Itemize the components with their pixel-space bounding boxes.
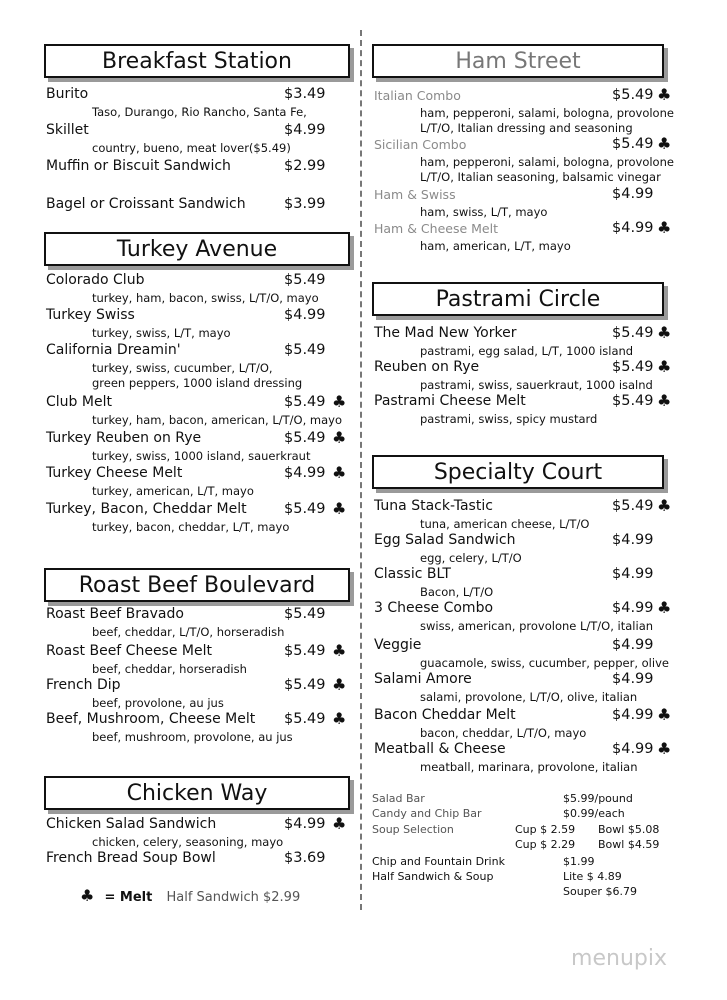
menu-item-description: bacon, cheddar, L/T/O, mayo [420, 726, 587, 740]
menu-item-price: $5.49 [284, 606, 326, 622]
club-icon: ♣ [332, 428, 347, 447]
menu-item-description: turkey, swiss, 1000 island, sauerkraut [92, 449, 311, 463]
menu-item-name: Reuben on Rye [374, 359, 480, 375]
salad-bar-price: $5.99/pound [563, 792, 633, 805]
menu-item-description: ham, pepperoni, salami, bologna, provolone [420, 106, 674, 120]
menu-item-description: tuna, american cheese, L/T/O [420, 517, 590, 531]
club-icon: ♣ [332, 463, 347, 482]
club-icon: ♣ [332, 641, 347, 660]
club-icon: ♣ [332, 499, 347, 518]
menu-item [44, 86, 350, 103]
menu-item [372, 741, 672, 758]
menu-item-price: $4.99 [284, 122, 326, 138]
menu-item-description: ham, american, L/T, mayo [420, 239, 571, 253]
menu-item-price: $4.99 [612, 741, 654, 757]
club-icon: ♣ [332, 814, 347, 833]
watermark: menupix [571, 946, 667, 971]
menu-item-name: Sicilian Combo [374, 137, 467, 152]
club-icon: ♣ [657, 85, 672, 104]
menu-item [372, 637, 672, 654]
menu-item [372, 566, 672, 583]
menu-item [44, 158, 350, 175]
menu-item [372, 220, 672, 237]
menu-item-description: Bacon, L/T/O [420, 585, 494, 599]
menu-item [372, 707, 672, 724]
menu-item-description: turkey, swiss, cucumber, L/T/O, [92, 361, 273, 375]
menu-item-name: Roast Beef Bravado [46, 606, 184, 622]
half-soup-label: Half Sandwich & Soup [372, 870, 494, 883]
menu-item [44, 307, 350, 324]
menu-item-name: Pastrami Cheese Melt [374, 393, 526, 409]
menu-item-price: $5.49 [612, 498, 654, 514]
menu-item [372, 600, 672, 617]
half-soup-lite: Lite $ 4.89 [563, 870, 622, 883]
menu-item-price: $5.49 [612, 136, 654, 152]
menu-item-price: $4.99 [284, 307, 326, 323]
menu-item-description: pastrami, swiss, spicy mustard [420, 412, 598, 426]
menu-item-price: $4.99 [612, 600, 654, 616]
menu-item-description: country, bueno, meat lover($5.49) [92, 141, 291, 155]
menu-item [44, 501, 350, 518]
club-icon: ♣ [657, 705, 672, 724]
menu-item-price: $5.49 [284, 394, 326, 410]
club-icon: ♣ [657, 323, 672, 342]
menu-item-name: Meatball & Cheese [374, 741, 506, 757]
menu-item-price: $4.99 [612, 707, 654, 723]
menu-item [372, 671, 672, 688]
menu-item-description: beef, cheddar, horseradish [92, 662, 247, 676]
menu-item-name: Bagel or Croissant Sandwich [46, 196, 246, 212]
club-icon: ♣ [657, 598, 672, 617]
menu-item-price: $4.99 [612, 532, 654, 548]
section-title-specialty: Specialty Court [372, 455, 664, 489]
section-title-chicken: Chicken Way [44, 776, 350, 810]
soup-bowl-2: Bowl $4.59 [598, 838, 660, 851]
menu-item-name: Club Melt [46, 394, 112, 410]
menu-item [372, 87, 672, 104]
soup-label: Soup Selection [372, 823, 454, 836]
menu-item [44, 643, 350, 660]
menu-item [372, 325, 672, 342]
menu-item-name: French Dip [46, 677, 121, 693]
menu-item [372, 393, 672, 410]
club-icon: ♣ [332, 709, 347, 728]
menu-item-name: Turkey Swiss [46, 307, 135, 323]
menu-item-name: Classic BLT [374, 566, 451, 582]
club-icon: ♣ [332, 392, 347, 411]
menu-item-price: $5.49 [612, 359, 654, 375]
column-divider [360, 30, 362, 910]
menu-item-name: French Bread Soup Bowl [46, 850, 216, 866]
menu-item-price: $5.49 [284, 711, 326, 727]
menu-item-name: Roast Beef Cheese Melt [46, 643, 212, 659]
menu-item-description: turkey, american, L/T, mayo [92, 484, 254, 498]
menu-item-description: turkey, ham, bacon, american, L/T/O, mayo [92, 413, 342, 427]
menu-item-description: L/T/O, Italian seasoning, balsamic vinegar [420, 170, 661, 184]
menu-item-name: The Mad New Yorker [374, 325, 517, 341]
menu-item-price: $5.49 [612, 393, 654, 409]
menu-item [44, 465, 350, 482]
menu-item [44, 816, 350, 833]
menu-item-name: Egg Salad Sandwich [374, 532, 516, 548]
menu-item-name: Turkey, Bacon, Cheddar Melt [46, 501, 247, 517]
menu-item-price: $4.99 [284, 465, 326, 481]
menu-item-description: pastrami, egg salad, L/T, 1000 island [420, 344, 634, 358]
menu-item-name: California Dreamin' [46, 342, 181, 358]
menu-item-description: swiss, american, provolone L/T/O, italian [420, 619, 654, 633]
section-title-roastbeef: Roast Beef Boulevard [44, 568, 350, 602]
menu-item-price: $5.49 [612, 325, 654, 341]
menu-item [372, 532, 672, 549]
menu-item-price: $5.49 [284, 677, 326, 693]
menu-item [44, 850, 350, 867]
salad-bar-label: Salad Bar [372, 792, 425, 805]
menu-item-name: Bacon Cheddar Melt [374, 707, 516, 723]
menu-item-price: $5.49 [284, 342, 326, 358]
menu-item-description: beef, provolone, au jus [92, 696, 224, 710]
candy-bar-price: $0.99/each [563, 807, 625, 820]
menu-item-name: Muffin or Biscuit Sandwich [46, 158, 231, 174]
menu-item-name: 3 Cheese Combo [374, 600, 494, 616]
menu-item-name: Turkey Reuben on Rye [46, 430, 202, 446]
club-icon: ♣ [657, 496, 672, 515]
menu-item-name: Ham & Swiss [374, 187, 456, 202]
menu-item [44, 196, 350, 213]
section-title-pastrami: Pastrami Circle [372, 282, 664, 316]
menu-item-description: green peppers, 1000 island dressing [92, 376, 303, 390]
club-icon: ♣ [657, 391, 672, 410]
menu-item-name: Tuna Stack-Tastic [374, 498, 493, 514]
menu-item-price: $5.49 [284, 501, 326, 517]
menu-item-name: Veggie [374, 637, 422, 653]
menu-item-description: L/T/O, Italian dressing and seasoning [420, 121, 633, 135]
menu-item-description: turkey, bacon, cheddar, L/T, mayo [92, 520, 290, 534]
menu-item-price: $4.99 [612, 220, 654, 236]
chip-drink-price: $1.99 [563, 855, 595, 868]
menu-item-price: $5.49 [284, 643, 326, 659]
melt-label: = Melt [104, 890, 153, 905]
candy-bar-label: Candy and Chip Bar [372, 807, 482, 820]
menu-item-name: Skillet [46, 122, 89, 138]
club-icon: ♣ [657, 739, 672, 758]
menu-item [44, 711, 350, 728]
menu-item-name: Burito [46, 86, 89, 102]
melt-legend [80, 886, 300, 905]
menu-item-price: $4.99 [612, 637, 654, 653]
menu-item [44, 342, 350, 359]
section-title-breakfast: Breakfast Station [44, 44, 350, 78]
menu-item [44, 677, 350, 694]
menu-item-price: $2.99 [284, 158, 326, 174]
club-icon: ♣ [657, 134, 672, 153]
menu-item [44, 430, 350, 447]
menu-item-description: guacamole, swiss, cucumber, pepper, olive [420, 656, 669, 670]
menu-item-price: $3.49 [284, 86, 326, 102]
menu-item-description: turkey, ham, bacon, swiss, L/T/O, mayo [92, 291, 319, 305]
menu-item [372, 359, 672, 376]
menu-item [44, 606, 350, 623]
menu-item-name: Ham & Cheese Melt [374, 221, 498, 236]
menu-item-description: egg, celery, L/T/O [420, 551, 522, 565]
menu-item [44, 394, 350, 411]
menu-item-price: $4.99 [612, 186, 654, 202]
menu-item-description: beef, cheddar, L/T/O, horseradish [92, 625, 285, 639]
menu-item-price: $4.99 [612, 566, 654, 582]
menu-item-price: $4.99 [284, 816, 326, 832]
menu-item-description: meatball, marinara, provolone, italian [420, 760, 638, 774]
menu-item [44, 272, 350, 289]
menu-item-price: $5.49 [284, 430, 326, 446]
chip-drink-label: Chip and Fountain Drink [372, 855, 505, 868]
menu-item-name: Italian Combo [374, 88, 461, 103]
soup-cup-1: Cup $ 2.59 [515, 823, 576, 836]
club-icon: ♣ [332, 675, 347, 694]
menu-item-description: pastrami, swiss, sauerkraut, 1000 isalnd [420, 378, 653, 392]
soup-bowl-1: Bowl $5.08 [598, 823, 660, 836]
menu-item [372, 186, 672, 203]
menu-item-name: Colorado Club [46, 272, 145, 288]
menu-item-price: $3.69 [284, 850, 326, 866]
menu-item-price: $5.49 [284, 272, 326, 288]
menu-item-description: salami, provolone, L/T/O, olive, italian [420, 690, 638, 704]
club-icon: ♣ [80, 886, 95, 905]
menu-item-name: Salami Amore [374, 671, 472, 687]
menu-item-description: turkey, swiss, L/T, mayo [92, 326, 231, 340]
menu-item-description: ham, pepperoni, salami, bologna, provolone [420, 155, 674, 169]
section-title-ham: Ham Street [372, 44, 664, 78]
menu-item-name: Turkey Cheese Melt [46, 465, 183, 481]
menu-item-description: ham, swiss, L/T, mayo [420, 205, 548, 219]
menu-item-name: Beef, Mushroom, Cheese Melt [46, 711, 256, 727]
club-icon: ♣ [657, 218, 672, 237]
menu-item-name: Chicken Salad Sandwich [46, 816, 217, 832]
menu-item-description: beef, mushroom, provolone, au jus [92, 730, 293, 744]
menu-item-price: $4.99 [612, 671, 654, 687]
menu-item-description: chicken, celery, seasoning, mayo [92, 835, 284, 849]
half-sandwich-price: Half Sandwich $2.99 [166, 890, 301, 905]
menu-item-price: $3.99 [284, 196, 326, 212]
menu-item [44, 122, 350, 139]
soup-cup-2: Cup $ 2.29 [515, 838, 576, 851]
half-soup-souper: Souper $6.79 [563, 885, 637, 898]
club-icon: ♣ [657, 357, 672, 376]
menu-item [372, 136, 672, 153]
menu-item-price: $5.49 [612, 87, 654, 103]
menu-item [372, 498, 672, 515]
menu-item-description: Taso, Durango, Rio Rancho, Santa Fe, [92, 105, 307, 119]
section-title-turkey: Turkey Avenue [44, 232, 350, 266]
